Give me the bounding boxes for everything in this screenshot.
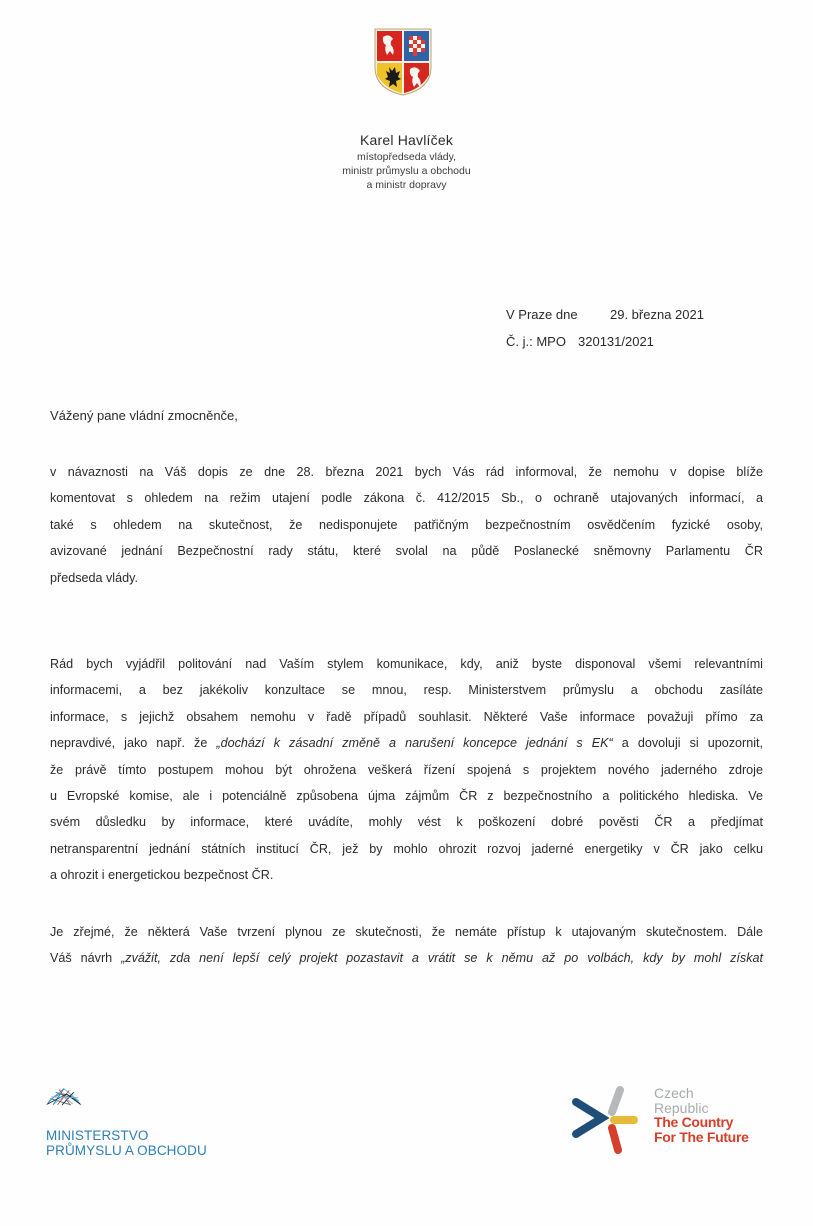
brand-line: Republic xyxy=(654,1099,709,1116)
letter-date: 29. března 2021 xyxy=(610,307,704,322)
place-label: V Praze dne xyxy=(506,307,578,322)
signatory-block xyxy=(0,131,813,192)
text-line: že právě tímto postupem mohou být ohrožena veškerá řízení spojená s projektem nového jaderného zdroje xyxy=(50,762,763,777)
text-line-with-quote xyxy=(50,730,763,756)
text-line: Rád bych vyjádřil politování nad Vaším stylem komunikace, kdy, aniž byste disponoval všemi relevantními xyxy=(50,657,763,671)
reference-label: Č. j.: MPO xyxy=(506,334,566,349)
ministry-logo-line: PRŮMYSLU A OBCHODU xyxy=(46,1143,207,1158)
text-line: informace, s jejichž obsahem nemohu v řadě případů souhlasit. Některé Vaše informace považuji přímo za xyxy=(50,709,763,724)
line-text: Váš návrh xyxy=(50,951,122,966)
quoted-text: „zvážit, zda není lepší celý projekt pozastavit a vrátit se k němu až po volbách, kdy by mohl získat xyxy=(121,951,763,966)
paragraph xyxy=(50,919,763,972)
country-brand-text xyxy=(654,1086,749,1144)
ministry-logo-text xyxy=(46,1128,207,1158)
reference-row xyxy=(506,328,704,355)
paragraph xyxy=(50,459,763,591)
text-line: svém důsledku by informace, které uvádíte, mohly vést k poškození dobré pověsti ČR a předjímat xyxy=(50,815,763,830)
reference-number: 320131/2021 xyxy=(578,334,654,349)
text-line: také s ohledem na skutečnost, že nedisponujete patřičným bezpečnostním osvědčením fyzické osoby, xyxy=(50,517,763,532)
brand-slogan-line: For The Future xyxy=(654,1128,749,1145)
text-line: avizované jednání Bezpečnostní rady státu, které svolal na půdě Poslanecké sněmovny Parlamentu ČR xyxy=(50,544,763,559)
text-line: u Evropské komise, ale i potenciálně způsobena újma zájmům ČR z bezpečnostního a politického hlediska. Ve xyxy=(50,788,763,803)
letter-meta xyxy=(506,301,704,355)
text-line: a ohrozit i energetickou bezpečnost ČR. xyxy=(50,868,274,883)
text-line: Je zřejmé, že některá Vaše tvrzení plynou ze skutečnosti, že nemáte přístup k utajovaným skutečnostem. Dále xyxy=(50,925,763,939)
coat-of-arms-icon xyxy=(373,27,433,97)
signatory-name: Karel Havlíček xyxy=(359,132,454,148)
signatory-role: a ministr dopravy xyxy=(366,179,447,191)
czech-republic-star-logo-icon xyxy=(568,1084,638,1154)
line-text: a dovoluji si upozornit, xyxy=(612,736,764,751)
quoted-text: „dochází k zásadní změně a narušení koncepce jednání s EK“ xyxy=(216,736,613,751)
brand-slogan-line: The Country xyxy=(654,1114,734,1130)
geodesic-dome-logo-icon xyxy=(44,1082,134,1126)
text-line: informacemi, a bez jakékoliv konzultace se mnou, resp. Ministerstvem průmyslu a obchodu zasíláte xyxy=(50,683,763,698)
date-row xyxy=(506,301,704,328)
paragraph xyxy=(50,651,763,889)
text-line-with-quote xyxy=(50,945,763,971)
salutation: Vážený pane vládní zmocněnče, xyxy=(50,408,238,423)
ministry-logo-line: MINISTERSTVO xyxy=(46,1128,149,1143)
line-text: nepravdivé, jako např. že xyxy=(50,736,217,751)
brand-line: Czech xyxy=(654,1085,694,1101)
text-line: komentovat s ohledem na režim utajení podle zákona č. 412/2015 Sb., o ochraně utajovaných informací, a xyxy=(50,491,763,506)
text-line: předseda vlády. xyxy=(50,570,138,585)
text-line: v návaznosti na Váš dopis ze dne 28. března 2021 bych Vás rád informoval, že nemohu v dopise blíže xyxy=(50,465,763,479)
signatory-role: ministr průmyslu a obchodu xyxy=(342,165,471,177)
text-line: netransparentní jednání státních institucí ČR, jež by mohlo ohrozit rozvoj jaderné energetiky v ČR jako celku xyxy=(50,841,763,856)
signatory-role: místopředseda vlády, xyxy=(356,151,457,163)
